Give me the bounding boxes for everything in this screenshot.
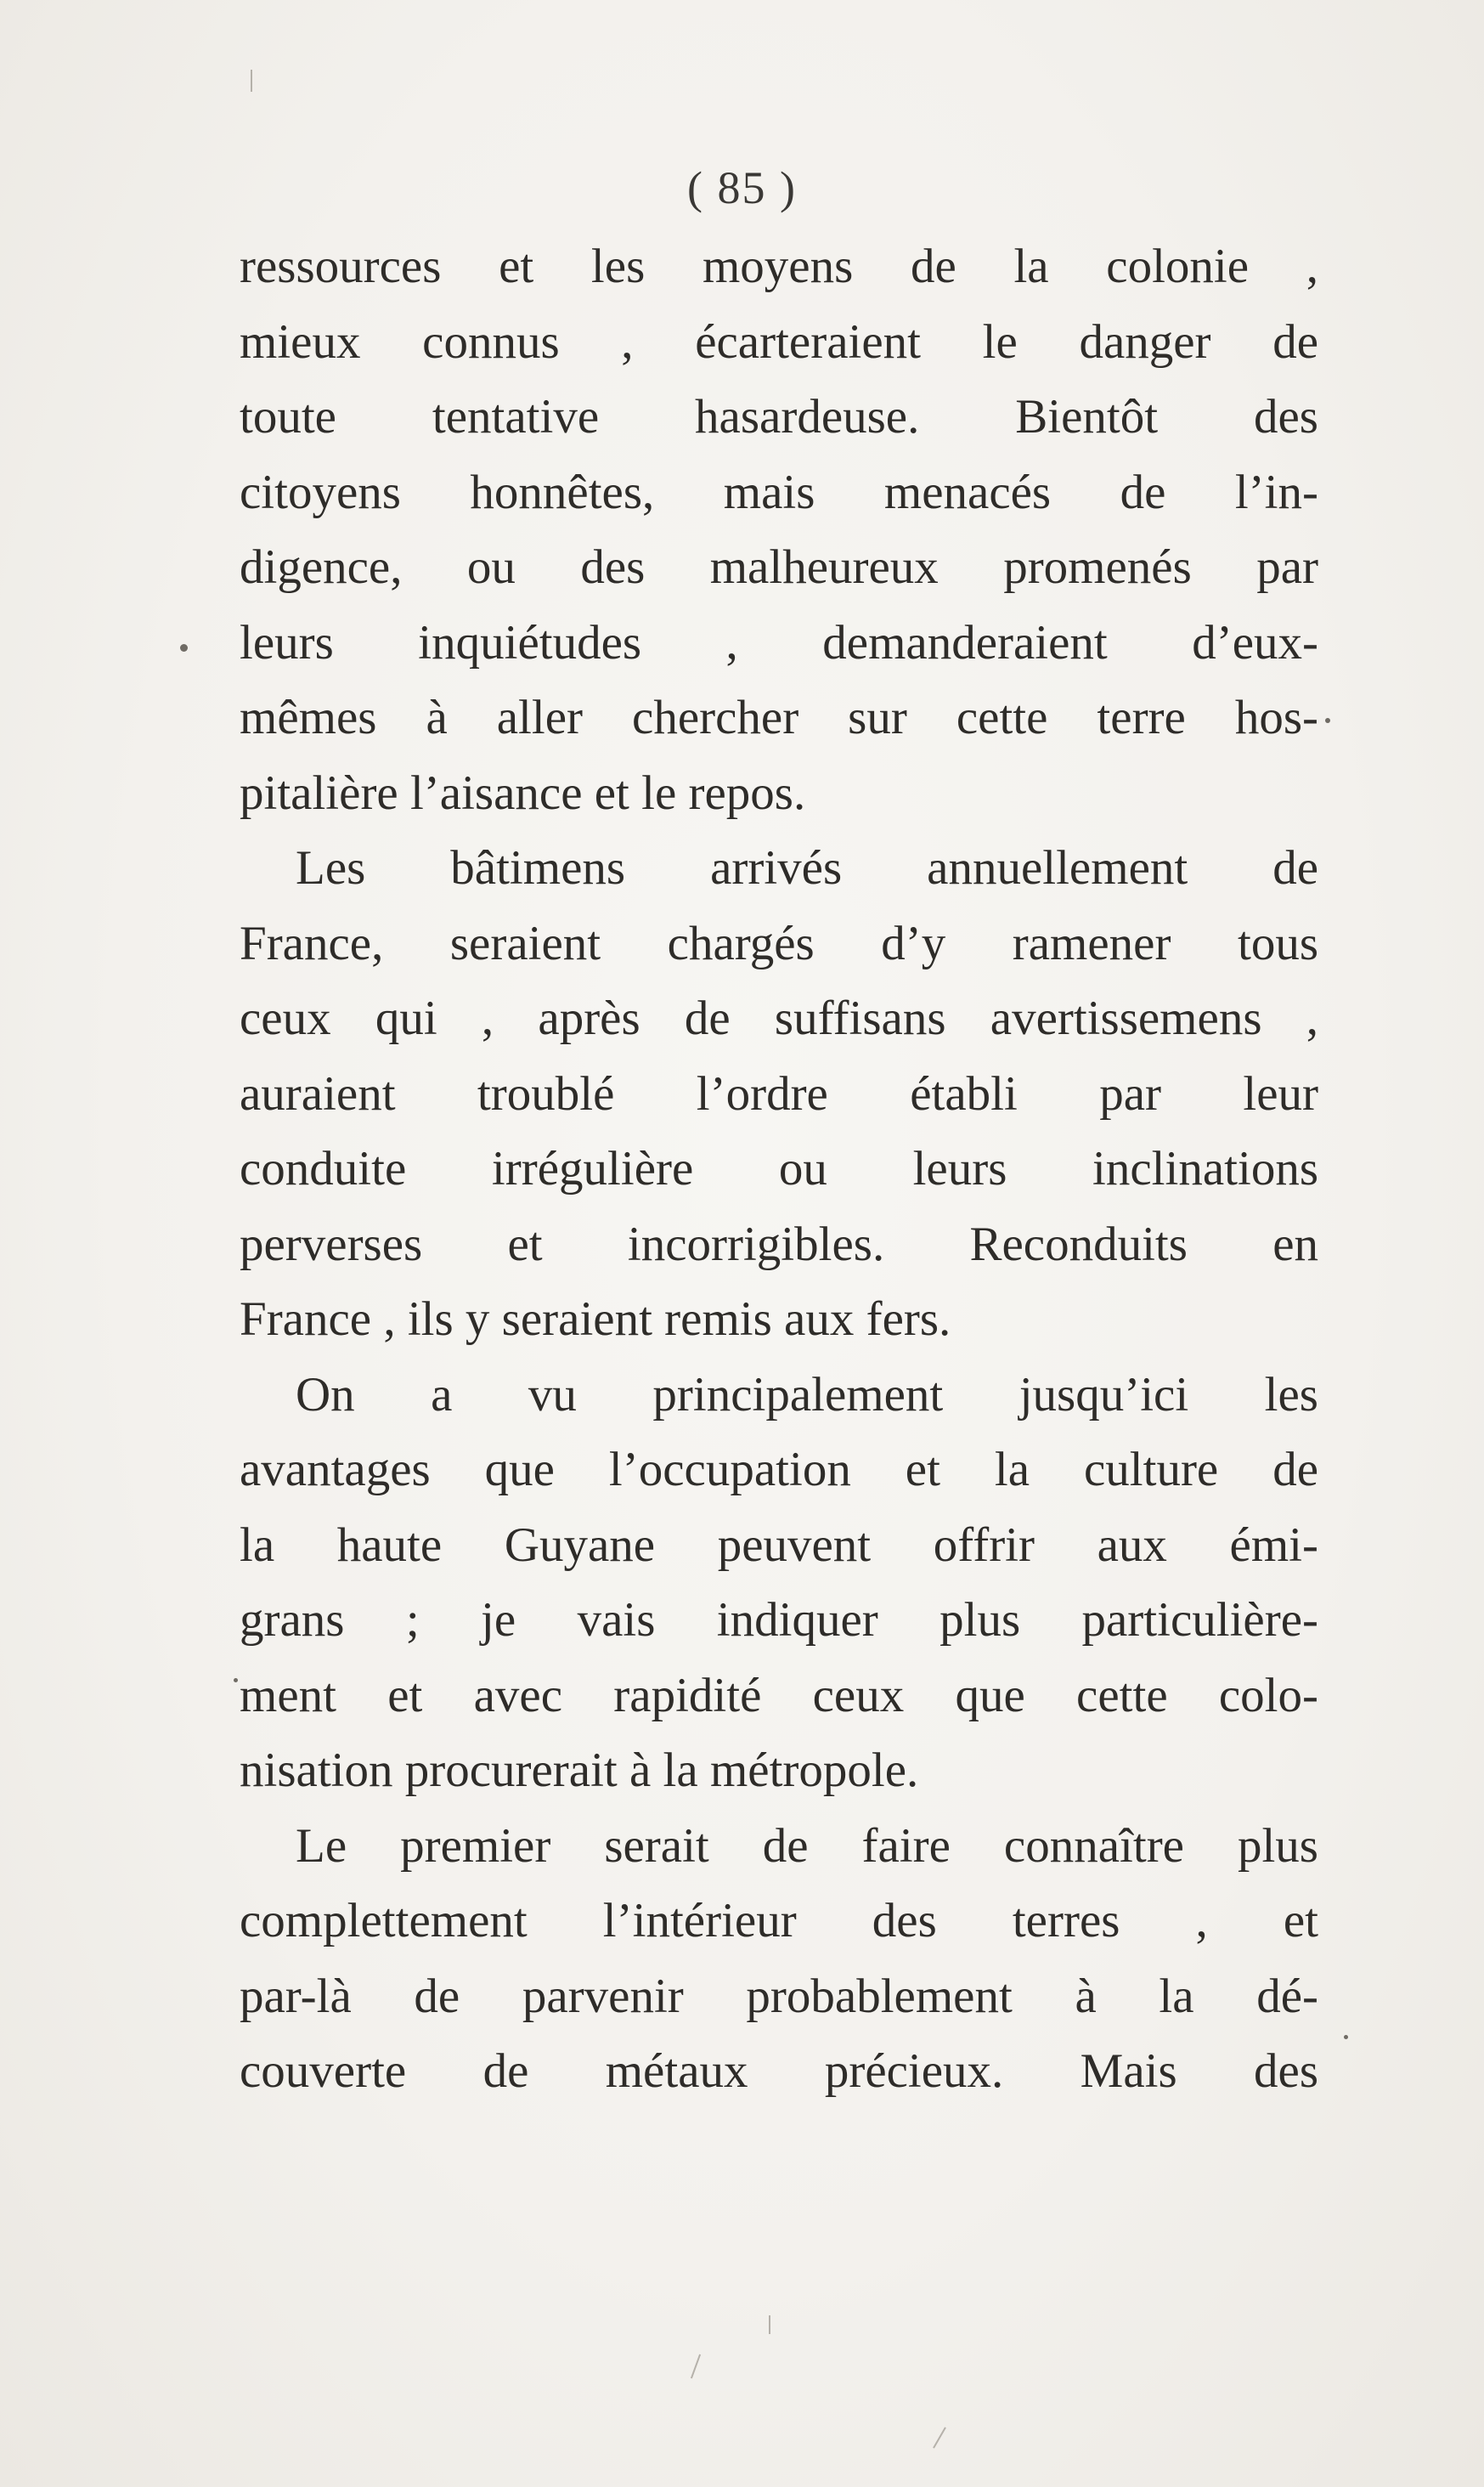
paper-scratch [769, 2315, 770, 2334]
paper-speck [1344, 2035, 1348, 2039]
text-line: leurs inquiétudes , demanderaient d’eux- [240, 615, 1318, 670]
paper-speck [180, 644, 188, 652]
text-line: citoyens honnêtes, mais menacés de l’in- [240, 465, 1318, 519]
text-line: perverses et incorrigibles. Reconduits en [240, 1217, 1318, 1271]
paper-scratch [933, 2427, 946, 2448]
text-line: France , ils y seraient remis aux fers. [240, 1292, 951, 1346]
paper-speck [234, 1678, 238, 1682]
text-line: avantages que l’occupation et la culture de [240, 1443, 1318, 1496]
text-line: ressources et les moyens de la colonie , [240, 240, 1318, 293]
text-line: la haute Guyane peuvent offrir aux émi- [240, 1518, 1318, 1572]
text-line: France, seraient chargés d’y ramener tous [240, 916, 1318, 970]
text-line: par-là de parvenir probablement à la dé- [240, 1969, 1318, 2023]
text-line: Les bâtimens arrivés annuellement de [296, 841, 1318, 895]
text-line: Le premier serait de faire connaître plus [296, 1818, 1318, 1873]
paper-scratch [691, 2354, 701, 2379]
text-line: couverte de métaux précieux. Mais des [240, 2044, 1318, 2098]
text-line: ceux qui , après de suffisans avertissemens , [240, 992, 1318, 1045]
text-line: digence, ou des malheureux promenés par [240, 540, 1318, 594]
text-line: ment et avec rapidité ceux que cette colo- [240, 1668, 1318, 1722]
text-line: nisation procurerait à la métropole. [240, 1744, 919, 1797]
text-line: toute tentative hasardeuse. Bientôt des [240, 390, 1318, 444]
paper-speck [1325, 718, 1330, 723]
text-line: grans ; je vais indiquer plus particulière- [240, 1593, 1318, 1647]
text-line: mêmes à aller chercher sur cette terre hos- [240, 691, 1318, 744]
text-line: mieux connus , écarteraient le danger de [240, 314, 1318, 369]
text-line: pitalière l’aisance et le repos. [240, 766, 806, 820]
page-text [240, 229, 1318, 2110]
text-line: complettement l’intérieur des terres , et [240, 1894, 1318, 1947]
text-line: auraient troublé l’ordre établi par leur [240, 1066, 1318, 1121]
text-line: On a vu principalement jusqu’ici les [296, 1367, 1318, 1422]
page-number: ( 85 ) [687, 162, 797, 213]
text-line: conduite irrégulière ou leurs inclinations [240, 1142, 1318, 1195]
paper-scratch [251, 70, 252, 92]
